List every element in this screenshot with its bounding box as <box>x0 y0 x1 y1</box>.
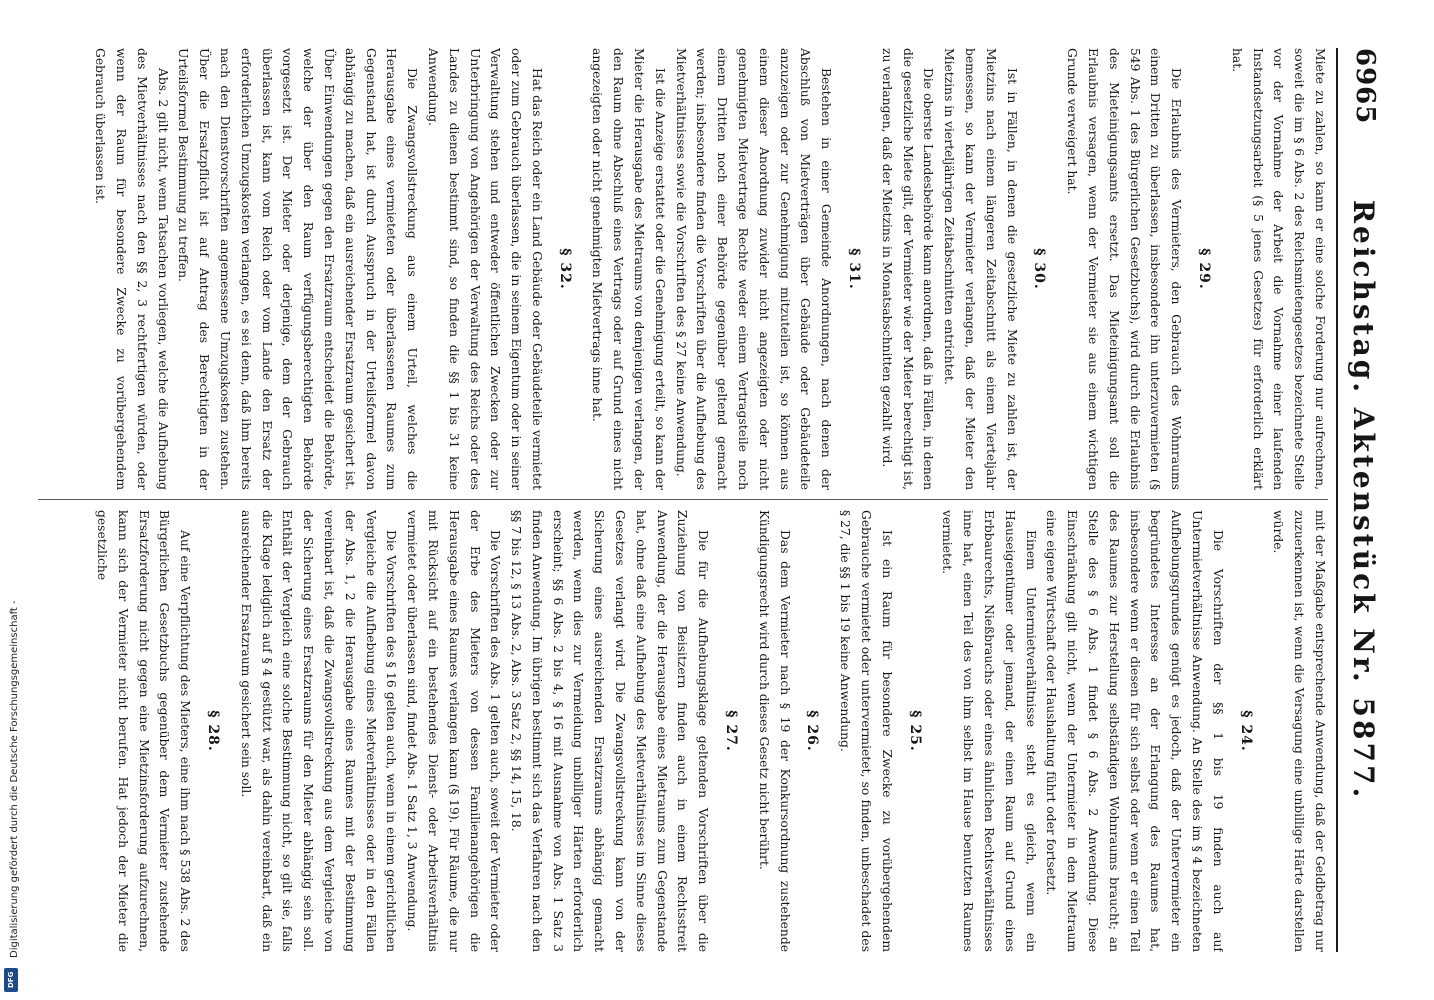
rotated-sheet <box>8 20 1398 980</box>
section-heading: § 30. <box>1031 248 1048 290</box>
paragraph: Auf eine Verpflichtung des Mieters, eine ihm nach § 538 Abs. 2 des Bürgerlichen Gesetzbuchs gegenüber dem Vermieter zustehende Ersatzforderung nicht gegen eine Mietzinsforderung aufzurechnen, kann sich der Vermieter nicht berufen. Hat jedoch der Mieter die gesetzliche <box>94 510 193 952</box>
paragraph: Die Erlaubnis des Vermieters, den Gebrauch des Wohnraums einem Dritten zu überlassen, insbesondere ihn unterzuvermieten (§ 549 Abs. 1 des Bürgerlichen Gesetzbuchs), wird durch die Erlaubnis des Mieteinigungsamts ersetzt. Das Mieteinigungsamt soll die Erlaubnis versagen, wenn der Vermieter sie aus einem wichtigen Grunde verweigert hat. <box>1065 48 1184 490</box>
column-left <box>30 48 1330 490</box>
section-heading: § 31. <box>846 248 863 290</box>
section-heading: § 28. <box>204 710 221 752</box>
column-right <box>30 510 1330 952</box>
paragraph: Ist die Anzeige erstattet oder die Genehmigung erteilt, so kann der Mieter die Herausgabe des Mietraums von demjenigen verlangen, der den Raum ohne Abschluß eines Vertrags oder auf Grund eines nicht angezeigten oder nicht genehmigten Mietvertrags inne hat. <box>590 48 667 490</box>
paragraph: Abs. 2 gilt nicht, wenn Tatsachen vorliegen, welche die Aufhebung des Mietverhältnisses nach den §§ 2, 3 rechtfertigen würden, oder wenn der Raum für besondere Zwecke zu vorübergehendem Gebrauch überlassen ist. <box>93 48 170 490</box>
column-divider <box>38 499 1328 500</box>
paragraph: Die Vorschriften des § 16 gelten auch, wenn in einem gerichtlichen Vergleiche die Aufhebung eines Mietverhältnisses oder in den Fällen der Abs. 1, 2 die Herausgabe eines Raumes mit der Bestimmung vereinbart ist, daß die Zwangsvollstreckung aus dem Vergleiche von der Sicherung eines Ersatzraums für den Mieter abhängig sein soll. Enthält der Vergleich eine solche Bestimmung nicht, so gilt sie, falls die Klage lediglich auf § 4 gestützt war, als dahin vereinbart, daß ein ausreichender Ersatzraum gesichert sein soll. <box>238 510 399 952</box>
digitization-credit <box>8 600 24 995</box>
paragraph: Ist ein Raum für besondere Zwecke zu vorübergehendem Gebrauche vermietet oder untervermietet, so finden, unbeschadet des § 27, die §§ 1 bis 19 keine Anwendung. <box>838 510 894 952</box>
section-heading: § 26. <box>804 710 821 752</box>
paragraph: Die Vorschriften des Abs. 1 gelten auch, soweit der Vermieter oder der Erbe des Mieters von dessen Familienangehörigen die Herausgabe eines Raumes verlangen kann (§ 19). Für Räume, die nur mit Rücksicht auf ein bestehendes Dienst- oder Arbeitsverhältnis vermietet oder überlassen sind, findet Abs. 1 Satz 1, 3 Anwendung. <box>405 510 503 952</box>
credit-text: Digitalisierung gefördert durch die Deutsche Forschungsgemeinschaft - <box>9 600 20 958</box>
paragraph: Das dem Vermieter nach § 19 der Konkursordnung zustehende Kündigungsrecht wird durch dieses Gesetz nicht berührt. <box>756 510 792 952</box>
paragraph: Bestehen in einer Gemeinde Anordnungen, nach denen der Abschluß von Mietverträgen über Gebäude oder Gebäudeteile anzuzeigen oder zur Genehmigung mitzuteilen ist, so können aus einem dieser Anordnung zuwider nicht angezeigten oder nicht genehmigten Mietvertrage Rechte weder einem Vertragsteile noch einem Dritten noch einer Behörde gegenüber geltend gemacht werden; insbesondere finden die Vorschriften über die Aufhebung des Mietverhältnisses sowie die Vorschriften des § 27 keine Anwendung. <box>673 48 834 490</box>
paragraph: mit der Maßgabe entsprechende Anwendung, daß der Geldbetrag nur zuzuerkennen ist, wenn die Versagung eine unbillige Härte darstellen würde. <box>1271 510 1327 952</box>
paragraph: Einem Untermietverhältnisse steht es gleich, wenn ein Hauseigentümer oder jemand, der einen Raum auf Grund eines Erbbaurechts, Nießbrauchs oder eines ähnlichen Rechtsverhältnisses inne hat, einen Teil des von ihm selbst im Hause benutzten Raumes vermietet. <box>940 510 1038 952</box>
section-heading: § 24. <box>1237 710 1254 752</box>
paragraph: Ist in Fällen, in denen die gesetzliche Miete zu zahlen ist, der Mietzins nach einem längeren Zeitabschnitt als einem Vierteljahr bemessen, so kann der Vermieter verlangen, daß der Mieter den Mietzins in vierteljährigen Zeitabschnitten entrichtet. <box>942 48 1019 490</box>
page-header <box>1336 48 1386 952</box>
paragraph: Die oberste Landesbehörde kann anordnen, daß in Fällen, in denen die gesetzliche Miete gilt, der Vermieter wie der Mieter berechtigt ist, zu verlangen, daß der Mietzins in Monatsabschnitten gezahlt wird. <box>879 48 936 490</box>
page-title: Reichstag. Aktenstück Nr. 5877. <box>1347 199 1380 801</box>
paragraph: Die für die Aufhebungsklage geltenden Vorschriften über die Zuziehung von Beisitzern finden auch in einem Rechtsstreit Anwendung, der die Herausgabe eines Mietraums zum Gegenstande hat, ohne daß eine Aufhebung des Mietverhältnisses im Sinne dieses Gesetzes verlangt wird. Die Zwangsvollstreckung kann von der Sicherung eines ausreichenden Ersatzraums abhängig gemacht werden, wenn dies zur Vermeidung unbilliger Härten erforderlich erscheint; §§ 6 Abs. 2 bis 4, § 16 mit Ausnahme von Abs. 1 Satz 3 finden Anwendung. Im übrigen bestimmt sich das Verfahren nach den §§ 7 bis 12, § 13 Abs. 2, Abs. 3 Satz 2, §§ 14, 15, 18. <box>509 510 711 952</box>
section-heading: § 29. <box>1196 248 1213 290</box>
page-number: 6965 <box>1350 48 1380 125</box>
section-heading: § 25. <box>906 710 923 752</box>
paragraph: Die Zwangsvollstreckung aus einem Urteil, welches die Herausgabe eines vermieteten oder überlassenen Raumes zum Gegenstand hat, ist durch Ausspruch in der Urteilsformel davon abhängig zu machen, daß ein ausreichender Ersatzraum gesichert ist. Über Einwendungen gegen den Ersatzraum entscheidet die Behörde, welche der über den Raum verfügungsberechtigten Behörde vorgesetzt ist. Der Mieter oder derjenige, dem der Gebrauch überlassen ist, kann vom Reich oder vom Lande den Ersatz der erforderlichen Umzugskosten verlangen, es sei denn, daß ihm bereits nach den Dienstvorschriften angemessene Umzugskosten zustehen. Über die Ersatzpflicht ist auf Antrag des Berechtigten in der Urteilsformel Bestimmung zu treffen. <box>176 48 420 490</box>
dfg-logo-icon: DFG <box>4 968 18 992</box>
paragraph: Miete zu zahlen, so kann er eine solche Forderung nur aufrechnen, soweit die im § 6 Abs. 2 des Reichsmietengesetzes bezeichnete Stelle vor der Vornahme der Arbeit die Vornahme einer laufenden Instandsetzungsarbeit (§ 5 jenes Gesetzes) für erforderlich erklärt hat. <box>1229 48 1327 490</box>
paragraph: Die Vorschriften der §§ 1 bis 19 finden auch auf Untermietverhältnisse Anwendung. An Stelle des im § 4 bezeichneten Aufhebungsgrundes genügt es jedoch, daß der Untervermieter ein begründetes Interesse an der Erlangung des Raumes hat, insbesondere wenn er diesen für sich selbst oder wenn er einen Teil des Raumes zur Herstellung selbständigen Wohnraums braucht; an Stelle des § 6 Abs. 1 findet § 6 Abs. 2 Anwendung. Diese Einschränkung gilt nicht, wenn der Untermieter in dem Mietraum eine eigene Wirtschaft oder Haushaltung führt oder fortsetzt. <box>1044 510 1225 952</box>
section-heading: § 27. <box>723 710 740 752</box>
section-heading: § 32. <box>556 248 573 290</box>
paragraph: Hat das Reich oder ein Land Gebäude oder Gebäudeteile vermietet oder zum Gebrauch überlassen, die in seinem Eigentum oder in seiner Verwaltung stehen und entweder öffentlichen Zwecken oder zur Unterbringung von Angehörigen der Verwaltung des Reichs oder des Landes zu dienen bestimmt sind, so finden die §§ 1 bis 31 keine Anwendung. <box>425 48 544 490</box>
